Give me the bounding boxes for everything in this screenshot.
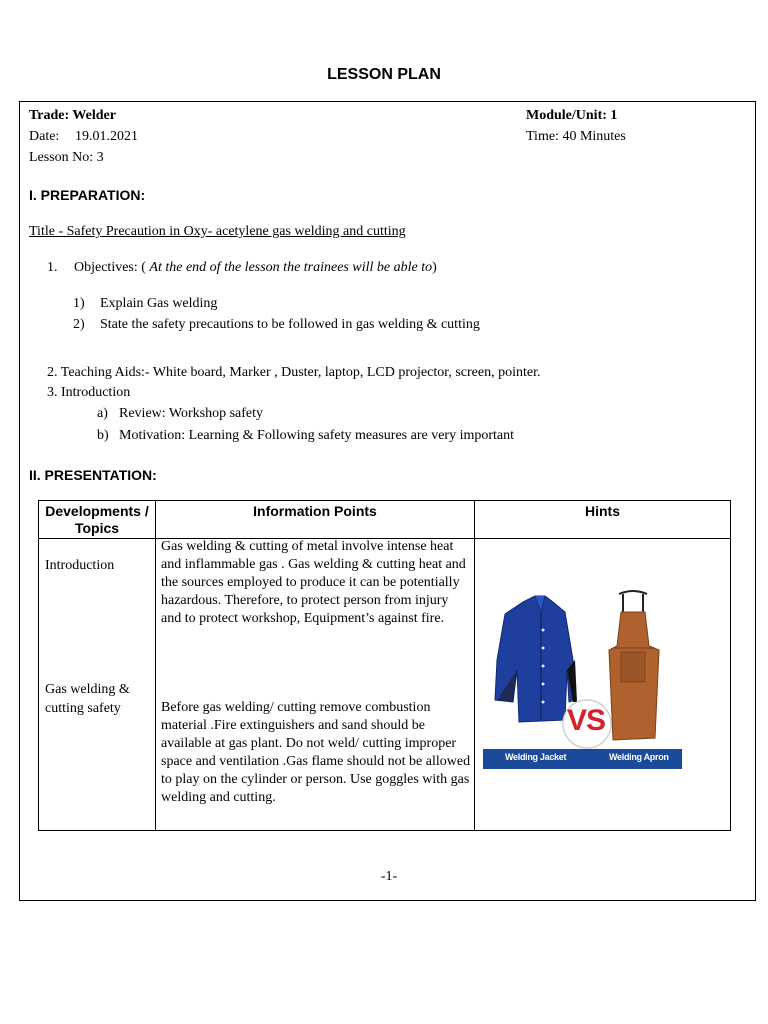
introduction-label: 3. Introduction	[47, 385, 131, 400]
column-header-info: Information Points	[156, 501, 475, 539]
welding-apron-icon	[609, 591, 659, 740]
topic-introduction: Introduction	[45, 558, 115, 573]
objectives-line	[74, 260, 437, 276]
intro-item-number: b)	[97, 428, 109, 443]
column-header-topics: Developments / Topics	[39, 501, 156, 539]
date-value: 19.01.2021	[75, 129, 138, 144]
vs-label: VS	[567, 704, 606, 737]
info-safety: Before gas welding/ cutting remove combustion material .Fire extinguishers and sand should be available at gas plant. Do not weld/ cutting improper space and ventilation .Gas flame should not be allowed to play on the cylinder or person. Use goggles with gas welding and cutting.	[161, 700, 471, 805]
module-label: Module/Unit: 1	[526, 108, 618, 123]
objectives-close: )	[432, 260, 437, 275]
objective-item: Explain Gas welding	[100, 296, 218, 311]
objective-number: 1)	[73, 296, 85, 311]
caption-welding-apron: Welding Apron	[609, 752, 669, 762]
objectives-label: Objectives: (	[74, 260, 150, 275]
topics-cell	[39, 539, 156, 831]
image-caption-banner	[483, 749, 682, 769]
welding-jacket-vs-apron-image	[483, 590, 683, 770]
welding-jacket-icon	[495, 596, 577, 722]
intro-item-number: a)	[97, 406, 108, 421]
time-label: Time: 40 Minutes	[526, 129, 626, 144]
presentation-heading: II. PRESENTATION:	[29, 467, 157, 483]
info-introduction: Gas welding & cutting of metal involve intense heat and inflammable gas . Gas welding & cutting heat and the sources employed to produce it can be potentially hazardous. Therefore, to protect person from injury and to protect workshop, Equipment’s against fire.	[161, 539, 466, 626]
preparation-heading: I. PREPARATION:	[29, 187, 146, 203]
column-header-hints: Hints	[475, 501, 731, 539]
page-number: -1-	[380, 869, 398, 884]
lesson-title: Title - Safety Precaution in Oxy- acetylene gas welding and cutting	[29, 224, 406, 239]
objective-number: 2)	[73, 317, 85, 332]
objectives-italic: At the end of the lesson the trainees will be able to	[149, 260, 433, 275]
info-cell	[156, 539, 475, 831]
objective-item: State the safety precautions to be followed in gas welding & cutting	[100, 317, 480, 332]
topic-gas-welding-safety: Gas welding & cutting safety	[45, 682, 130, 716]
intro-item: Review: Workshop safety	[119, 406, 264, 421]
intro-item: Motivation: Learning & Following safety measures are very important	[119, 428, 515, 443]
caption-welding-jacket: Welding Jacket	[505, 752, 567, 762]
date-label: Date:	[29, 129, 60, 144]
teaching-aids: 2. Teaching Aids:- White board, Marker , Duster, laptop, LCD projector, screen, pointer.	[47, 365, 541, 380]
objectives-number: 1.	[47, 260, 58, 275]
lesson-number: Lesson No: 3	[29, 150, 104, 165]
trade-label: Trade: Welder	[29, 108, 116, 123]
page-title: LESSON PLAN	[327, 66, 441, 83]
